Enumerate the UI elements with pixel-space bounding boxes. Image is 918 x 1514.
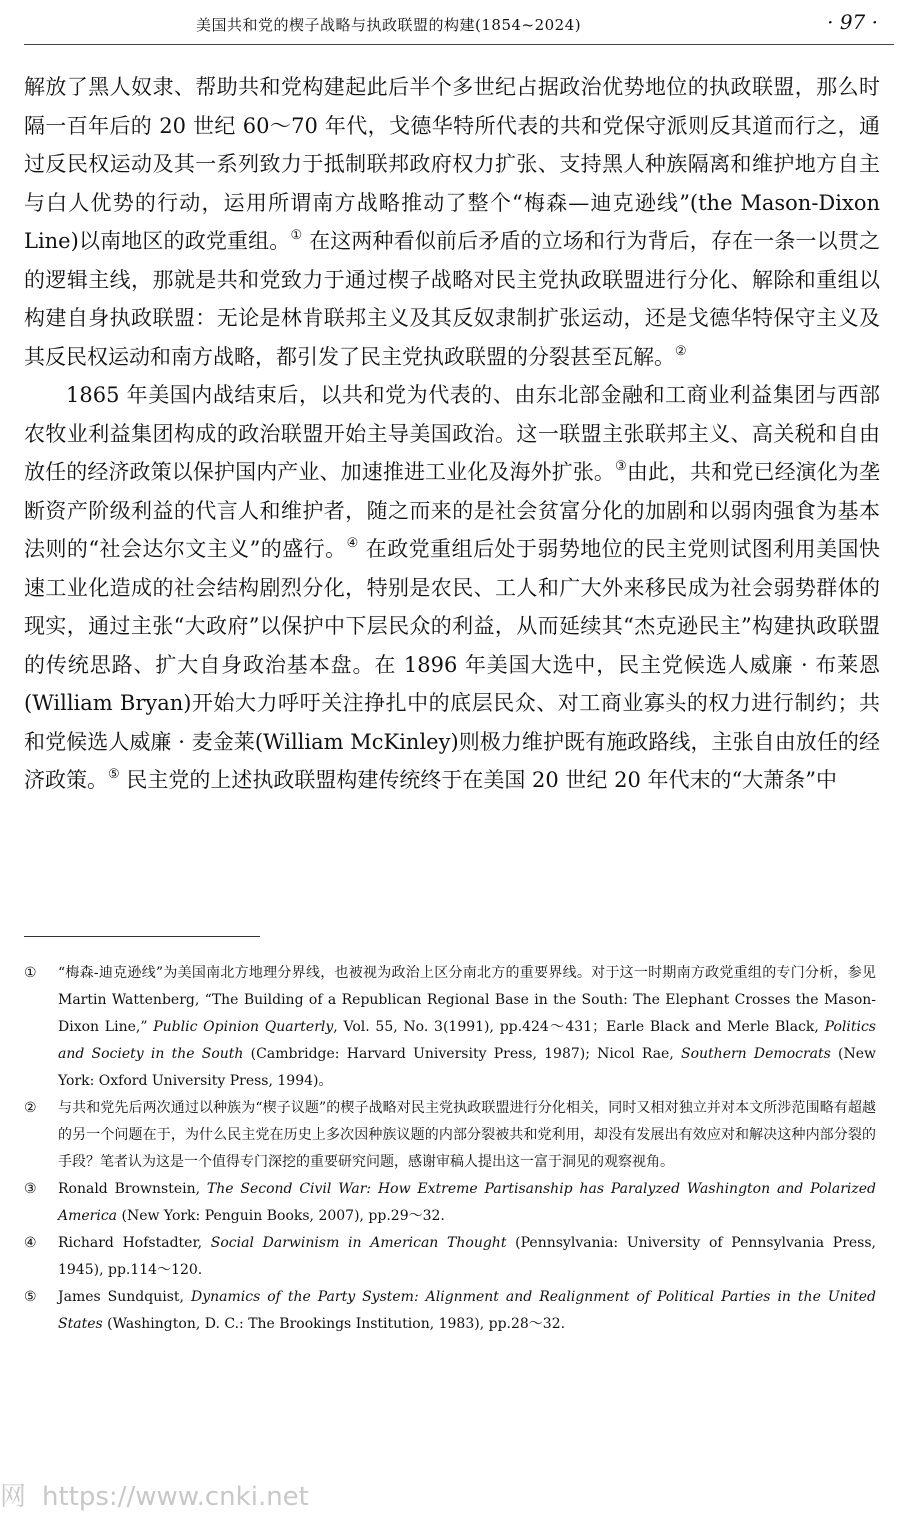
footnote-ref-1[interactable]: ① bbox=[290, 228, 303, 243]
footnote-text bbox=[58, 1284, 876, 1338]
watermark-url: https://www.cnki.net bbox=[42, 1482, 309, 1512]
footnote-text bbox=[58, 960, 876, 1095]
footnote-number: ④ bbox=[24, 1235, 37, 1251]
footnote-text bbox=[58, 1230, 876, 1284]
paragraph-2 bbox=[24, 376, 880, 800]
footnote-5 bbox=[24, 1284, 876, 1338]
footnote-ref-2[interactable]: ② bbox=[675, 343, 687, 359]
footnote-ref-3[interactable]: ③ bbox=[615, 459, 627, 474]
book-title: Southern Democrats bbox=[681, 1046, 831, 1062]
journal-title: Public Opinion Quarterly bbox=[153, 1019, 334, 1035]
footnote-text-part: , Vol. 55, No. 3(1991), pp.424～431；Earle Black and Merle Black, bbox=[333, 1019, 825, 1035]
paragraph-1 bbox=[24, 68, 880, 376]
footnote-text bbox=[58, 1176, 876, 1230]
main-text bbox=[24, 68, 880, 800]
cnki-watermark bbox=[0, 1476, 309, 1513]
paragraph-1-text-a: 解放了黑人奴隶、帮助共和党构建起此后半个多世纪占据政治优势地位的执政联盟，那么时隔一百年后的 20 世纪 60～70 年代，戈德华特所代表的共和党保守派则反其道而行之，通过反民权运动及其一系列致力于抵制联邦政府权力扩张、支持黑人种族隔离和维护地方自主与白人优势的行动，运用所谓南方战略推动了整个“梅森—迪克逊线”(the Mason-Dixon Line)以南地区的政党重组。 bbox=[24, 75, 880, 253]
footnote-text-part: (Pennsylvania: University of Pennsylvania Press, 1945), pp.114～120. bbox=[58, 1235, 876, 1278]
paragraph-1-text-b: 在这两种看似前后矛盾的立场和行为背后，存在一条一以贯之的逻辑主线，那就是共和党致力于通过楔子战略对民主党执政联盟进行分化、解除和重组以构建自身执政联盟：无论是林肯联邦主义及其反奴隶制扩张运动，还是戈德华特保守主义及其反民权运动和南方战略，都引发了民主党执政联盟的分裂甚至瓦解。 bbox=[24, 229, 880, 369]
running-title: 美国共和党的楔子战略与执政联盟的构建(1854~2024) bbox=[196, 16, 582, 34]
footnote-number: ① bbox=[24, 965, 37, 981]
header-divider bbox=[24, 44, 894, 45]
footnote-3 bbox=[24, 1176, 876, 1230]
footnote-number: ② bbox=[24, 1100, 37, 1116]
page-number: · 97 · bbox=[827, 10, 878, 34]
watermark-char: 网 bbox=[0, 1482, 27, 1512]
footnote-4 bbox=[24, 1230, 876, 1284]
footnote-text-part: Richard Hofstadter, bbox=[58, 1235, 211, 1251]
footnotes bbox=[24, 960, 876, 1338]
footnote-ref-4[interactable]: ④ bbox=[346, 536, 359, 551]
footnote-text-part: (New York: Oxford University Press, 1994)。 bbox=[58, 1046, 877, 1089]
footnote-number: ③ bbox=[24, 1181, 37, 1197]
footnote-text-part: (New York: Penguin Books, 2007), pp.29～32. bbox=[117, 1208, 445, 1224]
footnote-number: ⑤ bbox=[24, 1289, 37, 1305]
page-header bbox=[0, 0, 918, 48]
paragraph-2-text-a: 1865 年美国内战结束后，以共和党为代表的、由东北部金融和工商业利益集团与西部农牧业利益集团构成的政治联盟开始主导美国政治。这一联盟主张联邦主义、高关税和自由放任的经济政策以保护国内产业、加速推进工业化及海外扩张。 bbox=[24, 383, 880, 484]
paragraph-2-text-c: 在政党重组后处于弱势地位的民主党则试图利用美国快速工业化造成的社会结构剧烈分化，特别是农民、工人和广大外来移民成为社会弱势群体的现实，通过主张“大政府”以保护中下层民众的利益，从而延续其“杰克逊民主”构建执政联盟的传统思路、扩大自身政治基本盘。在 1896 年美国大选中，民主党候选人威廉 · 布莱恩(William Bryan)开始大力呼吁关注挣扎中的底层民众、对工商业寡头的权力进行制约；共和党候选人威廉 · 麦金莱(William McKinley)则极力维护既有施政路线，主张自由放任的经济政策。 bbox=[24, 537, 880, 792]
footnote-text-part: Ronald Brownstein, bbox=[58, 1181, 207, 1197]
book-title: The Second Civil War: How Extreme Partisanship has Paralyzed Washington and Polarized America bbox=[58, 1181, 876, 1224]
book-title: Social Darwinism in American Thought bbox=[210, 1235, 507, 1251]
footnote-1 bbox=[24, 960, 876, 1095]
book-title: Politics and Society in the South bbox=[58, 1019, 876, 1062]
footnote-text-part: (Washington, D. C.: The Brookings Institution, 1983), pp.28～32. bbox=[102, 1316, 566, 1332]
footnote-ref-5[interactable]: ⑤ bbox=[108, 767, 120, 782]
footnote-text-part: James Sundquist, bbox=[58, 1289, 191, 1305]
paragraph-2-text-d: 民主党的上述执政联盟构建传统终于在美国 20 世纪 20 年代末的“大萧条”中 bbox=[119, 768, 837, 792]
footnote-2 bbox=[24, 1095, 876, 1176]
paragraph-2-text-b: 由此，共和党已经演化为垄断资产阶级利益的代言人和维护者，随之而来的是社会贫富分化的加剧和以弱肉强食为基本法则的“社会达尔文主义”的盛行。 bbox=[24, 460, 881, 561]
footnote-text: 与共和党先后两次通过以种族为“楔子议题”的楔子战略对民主党执政联盟进行分化相关，同时又相对独立并对本文所涉范围略有超越的另一个问题在于，为什么民主党在历史上多次因种族议题的内部分裂被共和党利用，却没有发展出有效应对和解决这种内部分裂的手段？笔者认为这是一个值得专门深挖的重要研究问题，感谢审稿人提出这一富于洞见的观察视角。 bbox=[58, 1100, 876, 1170]
book-title: Dynamics of the Party System: Alignment and Realignment of Political Parties in the United States bbox=[58, 1289, 876, 1332]
footnote-divider bbox=[24, 936, 260, 937]
footnote-text-part: “梅森-迪克逊线”为美国南北方地理分界线，也被视为政治上区分南北方的重要界线。对于这一时期南方政党重组的专门分析，参见 Martin Wattenberg, “The Building of a Republican Regional Base in the South: The Elephant Crosses the Mason-Dixon Line,” bbox=[58, 965, 876, 1035]
footnote-text-part: (Cambridge: Harvard University Press, 1987); Nicol Rae, bbox=[243, 1046, 682, 1062]
